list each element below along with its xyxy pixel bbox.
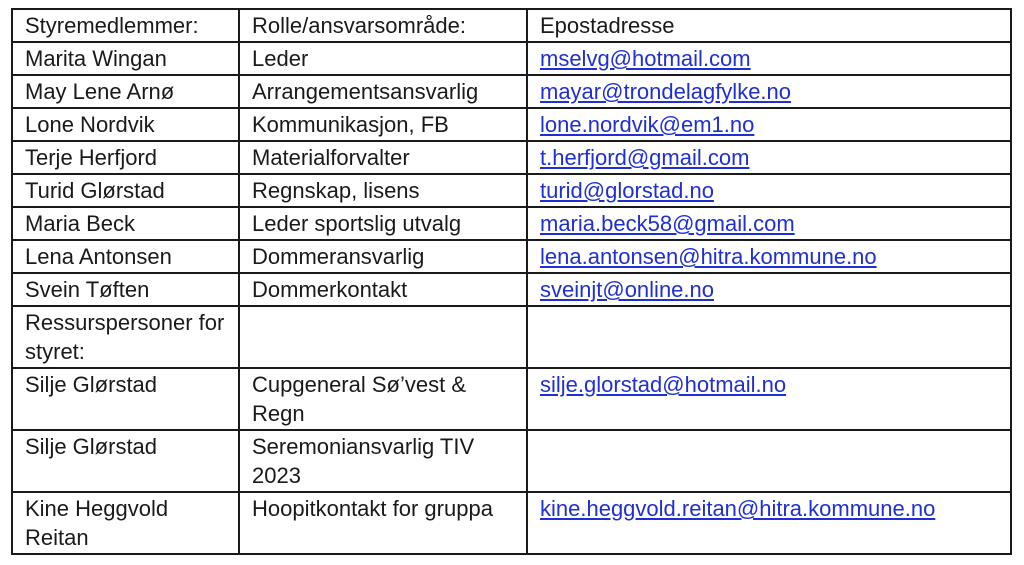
- table-row: [12, 75, 1011, 108]
- member-role: Seremoniansvarlig TIV 2023: [239, 430, 527, 492]
- email-link[interactable]: mselvg@hotmail.com: [540, 46, 751, 71]
- table-row: [12, 141, 1011, 174]
- board-members-table: [11, 8, 1012, 555]
- member-name: Lone Nordvik: [12, 108, 239, 141]
- table-row: [12, 207, 1011, 240]
- member-email-cell: [527, 306, 1011, 368]
- table-row: [12, 430, 1011, 492]
- email-link[interactable]: sveinjt@online.no: [540, 277, 714, 302]
- member-role: Dommeransvarlig: [239, 240, 527, 273]
- member-name: Terje Herfjord: [12, 141, 239, 174]
- table-row: [12, 306, 1011, 368]
- email-link[interactable]: lena.antonsen@hitra.kommune.no: [540, 244, 877, 269]
- member-email-cell: [527, 273, 1011, 306]
- table-row: [12, 273, 1011, 306]
- member-role: Hoopitkontakt for gruppa: [239, 492, 527, 554]
- member-name: Marita Wingan: [12, 42, 239, 75]
- member-name: Turid Glørstad: [12, 174, 239, 207]
- table-row: [12, 492, 1011, 554]
- member-role: Leder sportslig utvalg: [239, 207, 527, 240]
- email-link[interactable]: silje.glorstad@hotmail.no: [540, 372, 787, 397]
- header-role: Rolle/ansvarsområde:: [239, 9, 527, 42]
- member-email-cell: [527, 368, 1011, 430]
- member-role: [239, 306, 527, 368]
- table-row: [12, 174, 1011, 207]
- member-email-cell: [527, 174, 1011, 207]
- header-members: Styremedlemmer:: [12, 9, 239, 42]
- member-role: Cupgeneral Sø’vest & Regn: [239, 368, 527, 430]
- member-name: Lena Antonsen: [12, 240, 239, 273]
- member-role: Kommunikasjon, FB: [239, 108, 527, 141]
- email-link[interactable]: maria.beck58@gmail.com: [540, 211, 795, 236]
- member-name: May Lene Arnø: [12, 75, 239, 108]
- member-role: Arrangementsansvarlig: [239, 75, 527, 108]
- member-email-cell: [527, 240, 1011, 273]
- member-email-cell: [527, 141, 1011, 174]
- header-email: Epostadresse: [527, 9, 1011, 42]
- member-email-cell: [527, 492, 1011, 554]
- member-name: Silje Glørstad: [12, 430, 239, 492]
- member-name: Maria Beck: [12, 207, 239, 240]
- email-link[interactable]: kine.heggvold.reitan@hitra.kommune.no: [540, 496, 936, 521]
- email-link[interactable]: lone.nordvik@em1.no: [540, 112, 755, 137]
- table-row: [12, 240, 1011, 273]
- member-email-cell: [527, 108, 1011, 141]
- member-role: Leder: [239, 42, 527, 75]
- email-link[interactable]: turid@glorstad.no: [540, 178, 714, 203]
- member-email-cell: [527, 430, 1011, 492]
- email-link[interactable]: mayar@trondelagfylke.no: [540, 79, 792, 104]
- member-name: Kine Heggvold Reitan: [12, 492, 239, 554]
- member-name: Silje Glørstad: [12, 368, 239, 430]
- member-name: Svein Tøften: [12, 273, 239, 306]
- member-email-cell: [527, 42, 1011, 75]
- member-email-cell: [527, 207, 1011, 240]
- member-email-cell: [527, 75, 1011, 108]
- member-role: Materialforvalter: [239, 141, 527, 174]
- table-row: [12, 42, 1011, 75]
- table-row: [12, 108, 1011, 141]
- section-label: Ressurspersoner for styret:: [12, 306, 239, 368]
- table-row: [12, 368, 1011, 430]
- email-link[interactable]: t.herfjord@gmail.com: [540, 145, 750, 170]
- member-role: Dommerkontakt: [239, 273, 527, 306]
- member-role: Regnskap, lisens: [239, 174, 527, 207]
- header-row: [12, 9, 1011, 42]
